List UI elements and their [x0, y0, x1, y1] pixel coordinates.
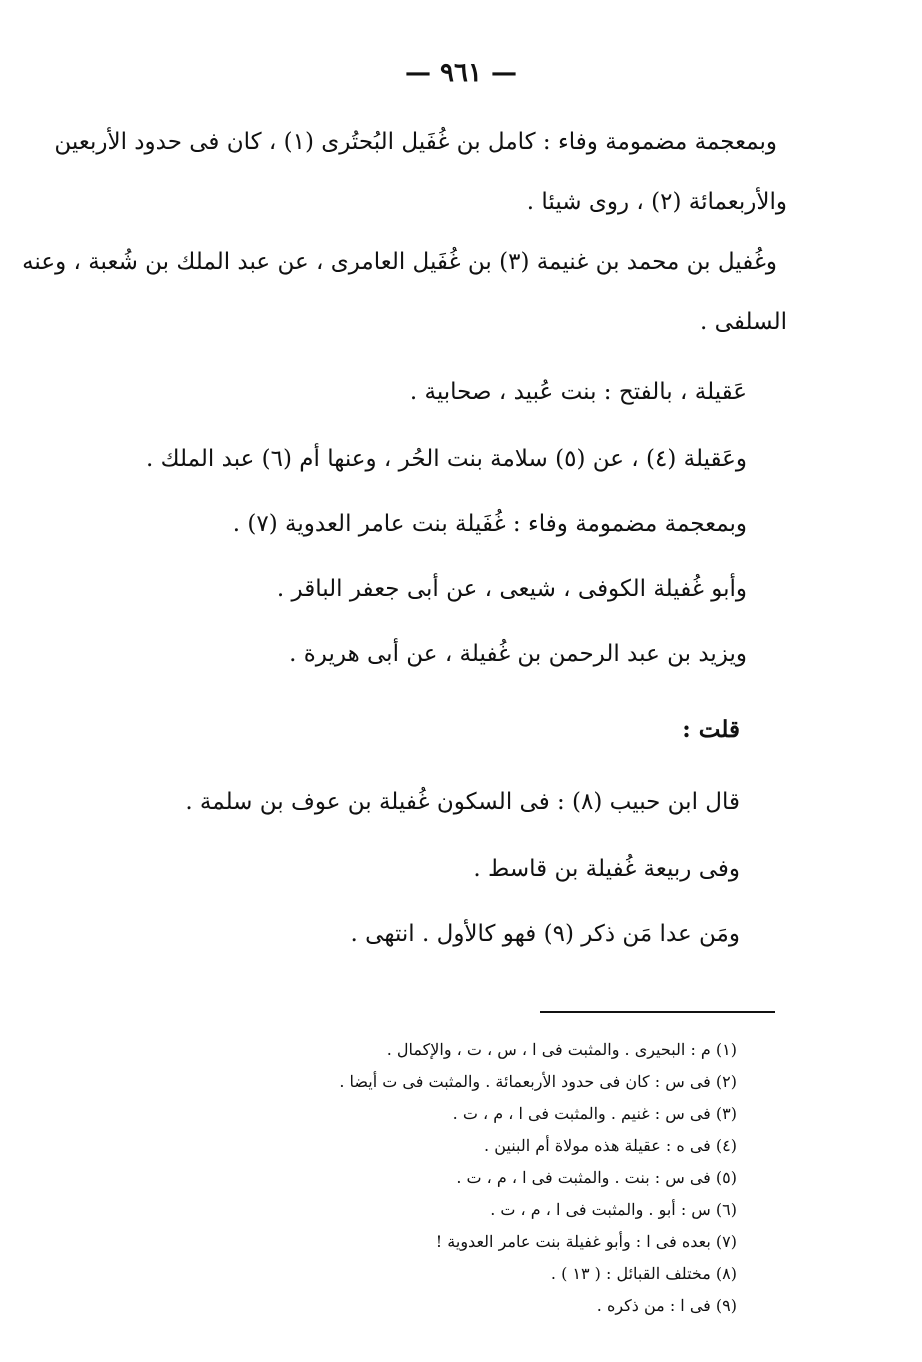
- footnote-1: (١) م : البحيرى . والمثبت فى ا ، س ، ت ، والإكمال .: [386, 1040, 737, 1059]
- body-line-4: السلفى .: [700, 309, 787, 335]
- footnote-4: (٤) فى ه : عقيلة هذه مولاة أم البنين .: [484, 1136, 737, 1155]
- body-line-5: عَقيلة ، بالفتح : بنت عُبيد ، صحابية .: [409, 379, 747, 405]
- body-line-2: والأربعمائة (٢) ، روى شيئا .: [526, 189, 787, 215]
- page-number: — ٩٦١ —: [404, 58, 518, 88]
- body-line-8: وأبو غُفيلة الكوفى ، شيعى ، عن أبى جعفر الباقر .: [276, 576, 747, 602]
- footnote-8: (٨) مختلف القبائل : ( ١٣ ) .: [550, 1264, 737, 1283]
- body-line-7: وبمعجمة مضمومة وفاء : غُفَيلة بنت عامر العدوية (٧) .: [232, 511, 747, 537]
- footnote-5: (٥) فى س : بنت . والمثبت فى ا ، م ، ت .: [456, 1168, 737, 1187]
- section-heading: قلت :: [682, 716, 740, 743]
- body-line-3: وغُفيل بن محمد بن غنيمة (٣) بن غُفَيل العامرى ، عن عبد الملك بن شُعبة ، وعنه: [22, 249, 777, 275]
- body-line-13: ومَن عدا مَن ذكر (٩) فهو كالأول . انتهى .: [350, 921, 740, 947]
- footnote-9: (٩) فى ا : من ذكره .: [596, 1296, 737, 1315]
- body-line-12: وفى ربيعة غُفيلة بن قاسط .: [473, 856, 740, 882]
- body-line-6: وعَقيلة (٤) ، عن (٥) سلامة بنت الحُر ، وعنها أم (٦) عبد الملك .: [146, 446, 747, 472]
- footnote-3: (٣) فى س : غنيم . والمثبت فى ا ، م ، ت .: [452, 1104, 737, 1123]
- body-line-11: قال ابن حبيب (٨) : فى السكون غُفيلة بن عوف بن سلمة .: [185, 789, 740, 815]
- body-line-1: وبمعجمة مضمومة وفاء : كامل بن غُفَيل البُحتُرى (١) ، كان فى حدود الأربعين: [54, 129, 777, 155]
- footnote-2: (٢) فى س : كان فى حدود الأربعمائة . والمثبت فى ت أيضا .: [339, 1072, 737, 1091]
- footnote-7: (٧) بعده فى ا : وأبو غفيلة بنت عامر العدوية !: [435, 1232, 737, 1251]
- footnote-divider: [540, 1011, 775, 1013]
- footnote-6: (٦) س : أبو . والمثبت فى ا ، م ، ت .: [490, 1200, 737, 1219]
- body-line-9: ويزيد بن عبد الرحمن بن غُفيلة ، عن أبى هريرة .: [289, 641, 747, 667]
